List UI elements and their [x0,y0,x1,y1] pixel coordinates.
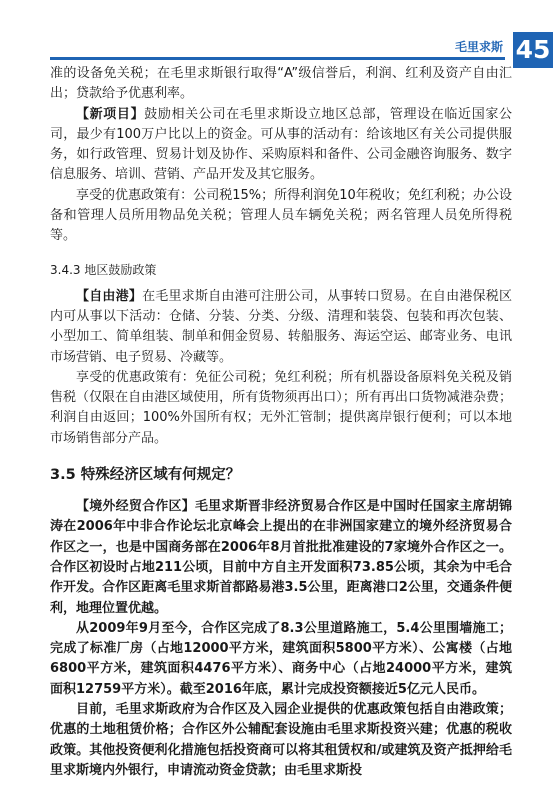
paragraph-free-port [50,287,512,368]
paragraph-tag: 【新项目】 [76,106,145,122]
paragraph-benefits-hq: 享受的优惠政策有：公司税15%；所得利润免10年税收；免红利税；办公设备和管理人员所用物品免关税；管理人员车辆免关税；两名管理人员免所得税等。 [50,187,512,244]
paragraph-continuation: 准的设备免关税；在毛里求斯银行取得“A”级信誉后，利润、红利及资产自由汇出；贷款给予优惠利率。 [50,66,512,102]
paragraph-text: 在毛里求斯自由港可注册公司，从事转口贸易。在自由港保税区内可从事以下活动：仓储、分装、分类、分级、清理和装袋、包装和再次包装、小型加工、简单组装、制单和佣金贸易、转船服务、海运空运、邮寄业务、电讯市场营销、电子贸易、冷藏等。 [50,288,512,365]
paragraph-construction: 从2009年9月至今，合作区完成了8.3公里道路施工，5.4公里围墙施工；完成了标准厂房（占地12000平方米，建筑面积5800平方米）、公寓楼（占地6800平方米，建筑面积4476平方米）、商务中心（占地24000平方米，建筑面积12759平方米）。截至2016年底，累计完成投资额接近5亿元人民币。 [50,620,512,697]
header-rule [50,57,505,60]
paragraph-tag: 【境外经贸合作区】 [76,499,195,515]
paragraph-benefits-free-port: 享受的优惠政策有：免征公司税；免红利税；所有机器设备原料免关税及销售税（仅限在自由港区域使用，所有货物须再出口）；所有再出口货物减港杂费；利润自由返回；100%外国所有权；无外汇管制；提供离岸银行便利；可以本地市场销售部分产品。 [50,369,512,446]
page-body [50,64,512,781]
paragraph-current-policy: 目前，毛里求斯政府为合作区及入园企业提供的优惠政策包括自由港政策；优惠的土地租赁价格；合作区外公辅配套设施由毛里求斯投资兴建；优惠的税收政策。其他投资便利化措施包括投资商可以将其租赁权和/或建筑及资产抵押给毛里求斯境内外银行，申请流动资金贷款；由毛里求斯投 [50,702,512,778]
paragraph-tag: 【自由港】 [76,288,143,304]
paragraph-new-project [50,105,512,186]
paragraph-text: 毛里求斯晋非经济贸易合作区是中国时任国家主席胡锦涛在2006年中非合作论坛北京峰会上提出的在非洲国家建立的境外经济贸易合作区之一，也是中国商务部在2006年8月首批批准建设的7家境外合作区之一。合作区初设时占地211公顷，目前中方自主开发面积73.85公顷，其余为中毛合作开发。合作区距离毛里求斯首都路易港3.5公里，距离港口2公里，交通条件便利，地理位置优越。 [50,499,512,616]
subsection-title: 3.4.3 地区鼓励政策 [50,262,157,277]
page-number: 45 [513,32,553,68]
paragraph-text: 鼓励相关公司在毛里求斯设立地区总部，管理设在临近国家公司，最少有100万户比以上的资金。可从事的活动有：给该地区有关公司提供服务，如行政管理、贸易计划及协作、采购原料和备件、公司金融咨询服务、数字信息服务、培训、营销、产品开发及其它服务。 [50,106,512,183]
chapter-title: 毛里求斯 [454,40,503,54]
section-title: 3.5 特殊经济区域有何规定？ [50,467,241,484]
paragraph-overseas-zone [50,497,512,619]
